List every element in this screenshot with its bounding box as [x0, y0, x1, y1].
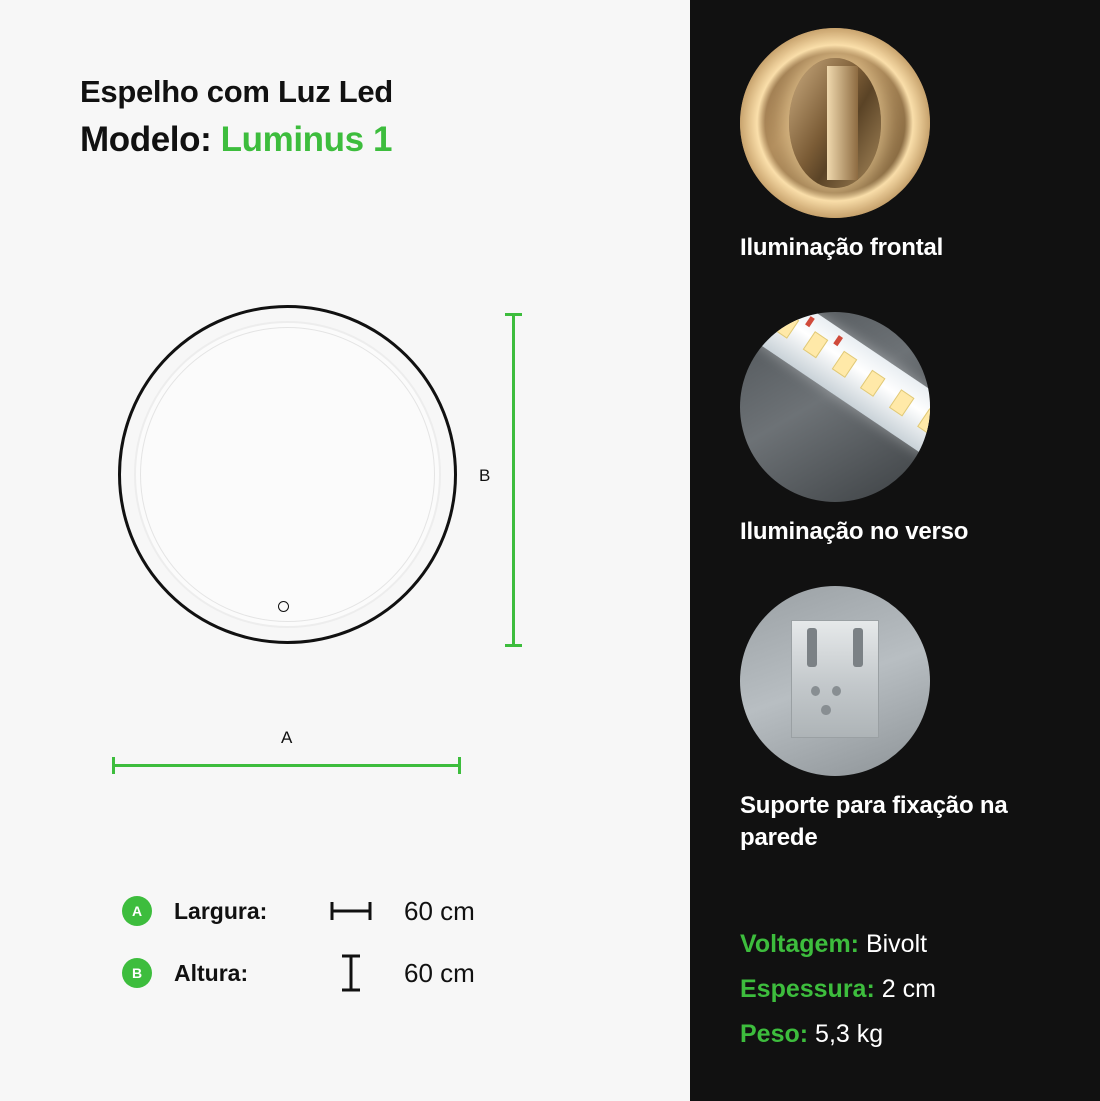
dimension-cap-bottom — [505, 644, 522, 647]
feature-caption-bracket: Suporte para fixação na parede — [740, 792, 1008, 851]
spec-label-width: Largura: — [174, 897, 268, 924]
spec-weight — [740, 1012, 1090, 1057]
spec-voltage-key: Voltagem: — [740, 930, 859, 958]
dimension-line-vertical — [505, 313, 521, 647]
lit-round-mirror-photo — [740, 28, 930, 218]
page-title: Espelho com Luz Led — [80, 74, 393, 109]
spec-row-width — [122, 880, 552, 942]
spec-label-height: Altura: — [174, 959, 249, 986]
model-name: Luminus 1 — [220, 120, 393, 159]
height-arrows-icon — [324, 951, 378, 995]
feature-caption-front: Iluminação frontal — [740, 234, 944, 261]
mirror-drawing — [118, 305, 463, 650]
mirror-photo-panel — [827, 66, 857, 180]
mirror-glass-edge — [140, 327, 435, 622]
spec-voltage — [740, 922, 1090, 967]
dimension-cap-right — [458, 757, 461, 774]
model-prefix: Modelo: — [80, 120, 212, 159]
technical-spec-list — [740, 922, 1090, 1057]
spec-thickness-value: 2 cm — [881, 975, 936, 1003]
led-strip-art — [740, 312, 930, 457]
dimension-label-a: A — [281, 728, 293, 747]
dimension-cap-left — [112, 757, 115, 774]
spec-row-height — [122, 942, 552, 1004]
title-block — [80, 72, 393, 164]
spec-thickness — [740, 967, 1090, 1012]
spec-weight-key: Peso: — [740, 1020, 809, 1048]
right-panel — [690, 0, 1100, 1101]
spec-badge-b: B — [122, 958, 152, 988]
bracket-hole — [811, 686, 820, 696]
spec-value-height: 60 cm — [404, 957, 475, 988]
bracket-hole — [821, 705, 830, 715]
spec-badge-a: A — [122, 896, 152, 926]
bracket-photo-art — [740, 586, 930, 776]
spec-voltage-value: Bivolt — [865, 930, 928, 958]
feature-front-lighting — [690, 28, 1100, 264]
feature-back-lighting — [690, 312, 1100, 548]
feature-wall-bracket — [690, 586, 1100, 854]
dimension-label-b: B — [479, 466, 491, 485]
led-photo-art — [740, 312, 930, 502]
spec-thickness-key: Espessura: — [740, 975, 875, 1003]
bracket-plate — [791, 620, 878, 738]
feature-caption-back: Iluminação no verso — [740, 518, 969, 545]
width-arrows-icon — [324, 898, 378, 924]
spec-value-width: 60 cm — [404, 895, 475, 926]
mirror-photo-art — [740, 28, 930, 218]
bracket-hole — [832, 686, 841, 696]
dimension-spec-list — [122, 880, 552, 1004]
spec-weight-value: 5,3 kg — [815, 1020, 884, 1048]
dimension-line-horizontal — [112, 757, 461, 773]
model-line — [80, 116, 393, 164]
bracket-slot-right — [853, 628, 863, 667]
bracket-slot-left — [807, 628, 817, 667]
dimension-cap-top — [505, 313, 522, 316]
dimension-bar-vertical — [512, 313, 515, 647]
led-strip-photo — [740, 312, 930, 502]
wall-mount-bracket-photo — [740, 586, 930, 776]
touch-button-icon — [278, 601, 289, 612]
dimension-bar-horizontal — [112, 764, 461, 767]
